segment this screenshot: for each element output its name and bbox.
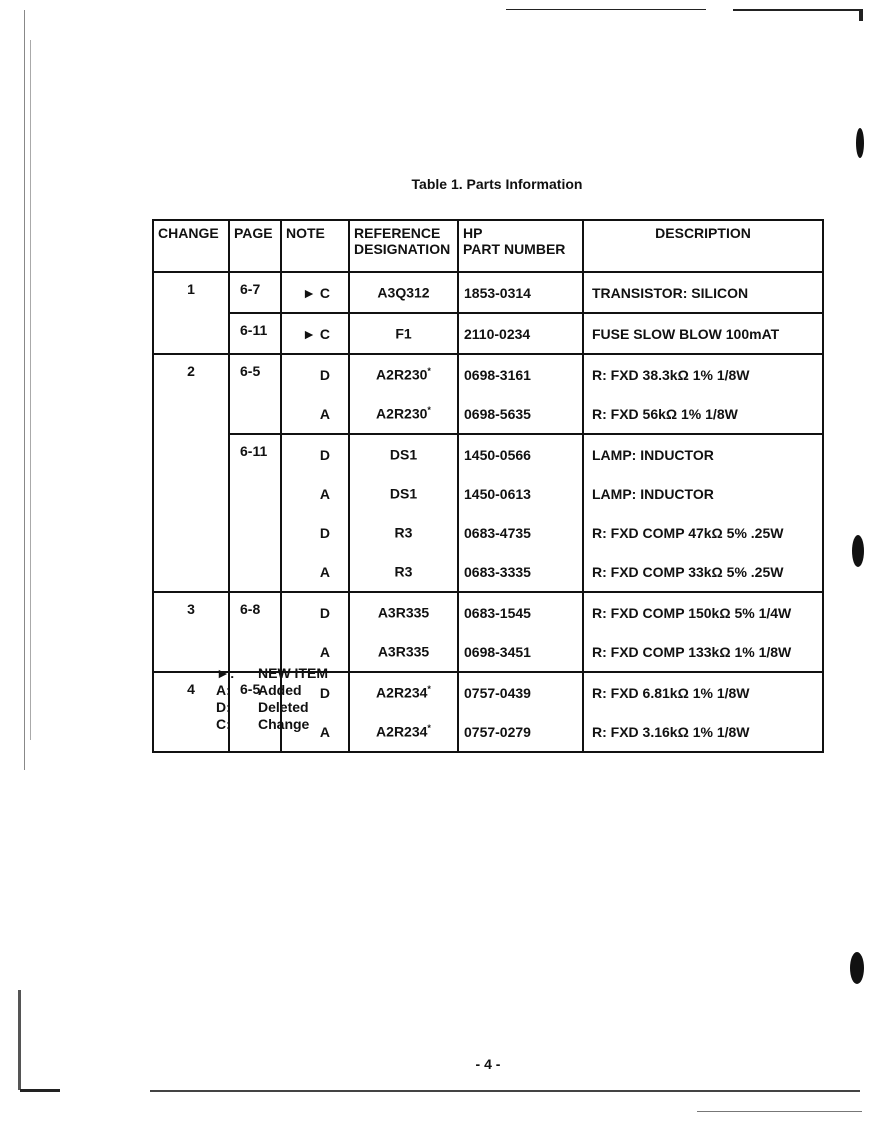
cell-reference-text: A3Q312: [377, 284, 430, 301]
cell-reference-text: A2R234: [376, 684, 428, 701]
cell-description-text: R: FXD COMP 33kΩ 5% .25W: [592, 563, 784, 580]
cell-page-text: 6-7: [240, 281, 261, 297]
legend-meaning: Change: [258, 716, 310, 732]
legend-item: [216, 699, 328, 716]
legend-item: [216, 665, 328, 682]
cell-reference: [349, 552, 458, 592]
cell-reference-text: F1: [395, 325, 412, 342]
left-bottom-edge: [18, 990, 21, 1090]
cell-reference: [349, 632, 458, 672]
legend: [216, 665, 328, 733]
cell-change-text: 4: [187, 681, 195, 697]
cell-note-text: A: [319, 723, 330, 740]
table-row: [153, 513, 823, 552]
cell-note-text: D: [319, 446, 330, 463]
cell-reference: [349, 313, 458, 354]
legend-meaning: NEW ITEM: [258, 665, 328, 681]
cell-page-text: 6-5: [240, 363, 261, 379]
legend-symbol: C:: [216, 716, 231, 732]
cell-hp-part-number: [458, 313, 583, 354]
cell-note-text: A: [319, 485, 330, 502]
cell-page-text: 6-5: [240, 681, 261, 697]
cell-description: [583, 474, 823, 513]
asterisk-mark: *: [427, 684, 431, 695]
top-rule-right: [733, 9, 861, 11]
cell-description: [583, 672, 823, 712]
cell-reference-text: A2R234: [376, 723, 428, 740]
cell-description-text: R: FXD 6.81kΩ 1% 1/8W: [592, 684, 750, 701]
cell-hp-part-number: [458, 552, 583, 592]
cell-reference: [349, 672, 458, 712]
cell-change-text: 3: [187, 601, 195, 617]
cell-note-text: ► C: [302, 325, 330, 342]
cell-reference: [349, 394, 458, 434]
cell-reference: [349, 272, 458, 313]
cell-note-text: D: [319, 366, 330, 383]
cell-page: [229, 434, 281, 474]
cell-note-text: ► C: [302, 284, 330, 301]
legend-symbol: ►:: [216, 665, 235, 681]
cell-change: [153, 434, 229, 474]
legend-meaning: Deleted: [258, 699, 309, 715]
legend-symbol: D:: [216, 699, 231, 715]
cell-page: [229, 513, 281, 552]
cell-note-text: D: [319, 524, 330, 541]
table-row: [153, 354, 823, 394]
cell-hp-part-number-text: 0757-0279: [464, 723, 531, 740]
asterisk-mark: *: [427, 405, 431, 416]
cell-hp-part-number: [458, 354, 583, 394]
bottom-rule: [20, 1089, 60, 1092]
cell-hp-part-number-text: 0683-3335: [464, 563, 531, 580]
cell-reference: [349, 474, 458, 513]
asterisk-mark: *: [427, 723, 431, 734]
cell-reference-text: A3R335: [377, 643, 430, 660]
punch-hole-mark: [852, 535, 864, 567]
punch-hole-mark: [856, 128, 864, 158]
col-reference-line2: DESIGNATION: [354, 241, 451, 257]
cell-hp-part-number-text: 0698-3161: [464, 366, 531, 383]
cell-note-text: A: [319, 563, 330, 580]
cell-change: [153, 272, 229, 313]
col-page: PAGE: [229, 220, 281, 272]
cell-reference: [349, 592, 458, 632]
cell-change: [153, 354, 229, 394]
cell-reference-text: R3: [394, 524, 413, 541]
legend-item: [216, 682, 328, 699]
cell-note: [281, 354, 349, 394]
cell-hp-part-number-text: 0698-3451: [464, 643, 531, 660]
legend-meaning: Added: [258, 682, 302, 698]
table-row: [153, 552, 823, 592]
cell-reference-text: DS1: [389, 446, 418, 463]
col-description: DESCRIPTION: [583, 220, 823, 272]
cell-hp-part-number-text: 1450-0613: [464, 485, 531, 502]
col-hp-line1: HP: [463, 225, 483, 241]
table-row: [153, 592, 823, 632]
table-header-row: [153, 220, 823, 272]
cell-description: [583, 712, 823, 752]
top-rule: [506, 9, 706, 10]
cell-page-text: 6-11: [240, 443, 268, 459]
cell-reference: [349, 434, 458, 474]
cell-reference-text: DS1: [389, 485, 418, 502]
cell-note: [281, 313, 349, 354]
cell-page: [229, 474, 281, 513]
cell-hp-part-number-text: 2110-0234: [464, 325, 531, 342]
cell-page: [229, 394, 281, 434]
cell-reference-text: A2R230: [376, 405, 428, 422]
bottom-rule-3: [697, 1111, 862, 1112]
cell-description-text: R: FXD 3.16kΩ 1% 1/8W: [592, 723, 750, 740]
cell-change: [153, 592, 229, 632]
cell-page: [229, 592, 281, 632]
cell-note: [281, 592, 349, 632]
punch-hole-mark: [850, 952, 864, 984]
cell-description: [583, 394, 823, 434]
cell-hp-part-number: [458, 394, 583, 434]
cell-note: [281, 394, 349, 434]
cell-description: [583, 592, 823, 632]
cell-description-text: FUSE SLOW BLOW 100mAT: [592, 325, 780, 342]
cell-page: [229, 272, 281, 313]
cell-note: [281, 434, 349, 474]
cell-description-text: R: FXD COMP 47kΩ 5% .25W: [592, 524, 784, 541]
cell-description: [583, 513, 823, 552]
cell-description: [583, 272, 823, 313]
left-edge-line: [24, 10, 25, 770]
cell-note: [281, 552, 349, 592]
cell-hp-part-number: [458, 632, 583, 672]
col-note: NOTE: [281, 220, 349, 272]
page-number: - 4 -: [475, 1056, 501, 1072]
cell-description-text: TRANSISTOR: SILICON: [592, 284, 749, 301]
cell-description-text: R: FXD COMP 133kΩ 1% 1/8W: [592, 643, 792, 660]
cell-description: [583, 313, 823, 354]
cell-description-text: R: FXD 56kΩ 1% 1/8W: [592, 405, 738, 422]
cell-reference: [349, 513, 458, 552]
bottom-rule-2: [150, 1090, 860, 1092]
cell-description: [583, 632, 823, 672]
col-hp-part-number: [458, 220, 583, 272]
cell-description: [583, 552, 823, 592]
cell-reference-text: A3R335: [377, 604, 430, 621]
cell-reference: [349, 712, 458, 752]
cell-hp-part-number: [458, 592, 583, 632]
cell-change: [153, 552, 229, 592]
cell-hp-part-number: [458, 712, 583, 752]
col-hp-line2: PART NUMBER: [463, 241, 566, 257]
cell-change-text: 1: [187, 281, 195, 297]
cell-hp-part-number-text: 0757-0439: [464, 684, 531, 701]
cell-note-text: D: [319, 604, 330, 621]
table-row: [153, 313, 823, 354]
cell-description-text: LAMP: INDUCTOR: [592, 446, 714, 463]
cell-hp-part-number: [458, 474, 583, 513]
cell-page-text: 6-11: [240, 322, 268, 338]
cell-note-text: D: [319, 684, 330, 701]
cell-page-text: 6-8: [240, 601, 261, 617]
cell-note: [281, 513, 349, 552]
cell-page: [229, 552, 281, 592]
cell-page: [229, 354, 281, 394]
cell-hp-part-number: [458, 513, 583, 552]
asterisk-mark: *: [427, 366, 431, 377]
cell-change-text: 2: [187, 363, 195, 379]
cell-description-text: R: FXD COMP 150kΩ 5% 1/4W: [592, 604, 792, 621]
table-row: [153, 272, 823, 313]
cell-hp-part-number-text: 0683-1545: [464, 604, 531, 621]
cell-reference: [349, 354, 458, 394]
cell-description: [583, 354, 823, 394]
table-row: [153, 434, 823, 474]
cell-hp-part-number: [458, 672, 583, 712]
cell-change: [153, 313, 229, 354]
cell-hp-part-number: [458, 434, 583, 474]
col-change: CHANGE: [153, 220, 229, 272]
cell-note: [281, 272, 349, 313]
cell-description: [583, 434, 823, 474]
legend-symbol: A:: [216, 682, 231, 698]
cell-note: [281, 474, 349, 513]
col-reference: [349, 220, 458, 272]
left-edge-line-2: [30, 40, 31, 740]
top-right-corner: [859, 9, 863, 21]
legend-item: [216, 716, 328, 733]
cell-description-text: R: FXD 38.3kΩ 1% 1/8W: [592, 366, 750, 383]
cell-hp-part-number: [458, 272, 583, 313]
cell-note-text: A: [319, 643, 330, 660]
table-title: Table 1. Parts Information: [411, 176, 583, 192]
table-row: [153, 474, 823, 513]
col-reference-line1: REFERENCE: [354, 225, 441, 241]
cell-change: [153, 474, 229, 513]
cell-change: [153, 513, 229, 552]
cell-page: [229, 313, 281, 354]
cell-hp-part-number-text: 1450-0566: [464, 446, 531, 463]
table-row: [153, 394, 823, 434]
cell-reference-text: A2R230: [376, 366, 428, 383]
cell-hp-part-number-text: 0683-4735: [464, 524, 531, 541]
cell-reference-text: R3: [394, 563, 413, 580]
cell-description-text: LAMP: INDUCTOR: [592, 485, 714, 502]
cell-hp-part-number-text: 0698-5635: [464, 405, 531, 422]
cell-change: [153, 394, 229, 434]
cell-hp-part-number-text: 1853-0314: [464, 284, 531, 301]
cell-note-text: A: [319, 405, 330, 422]
